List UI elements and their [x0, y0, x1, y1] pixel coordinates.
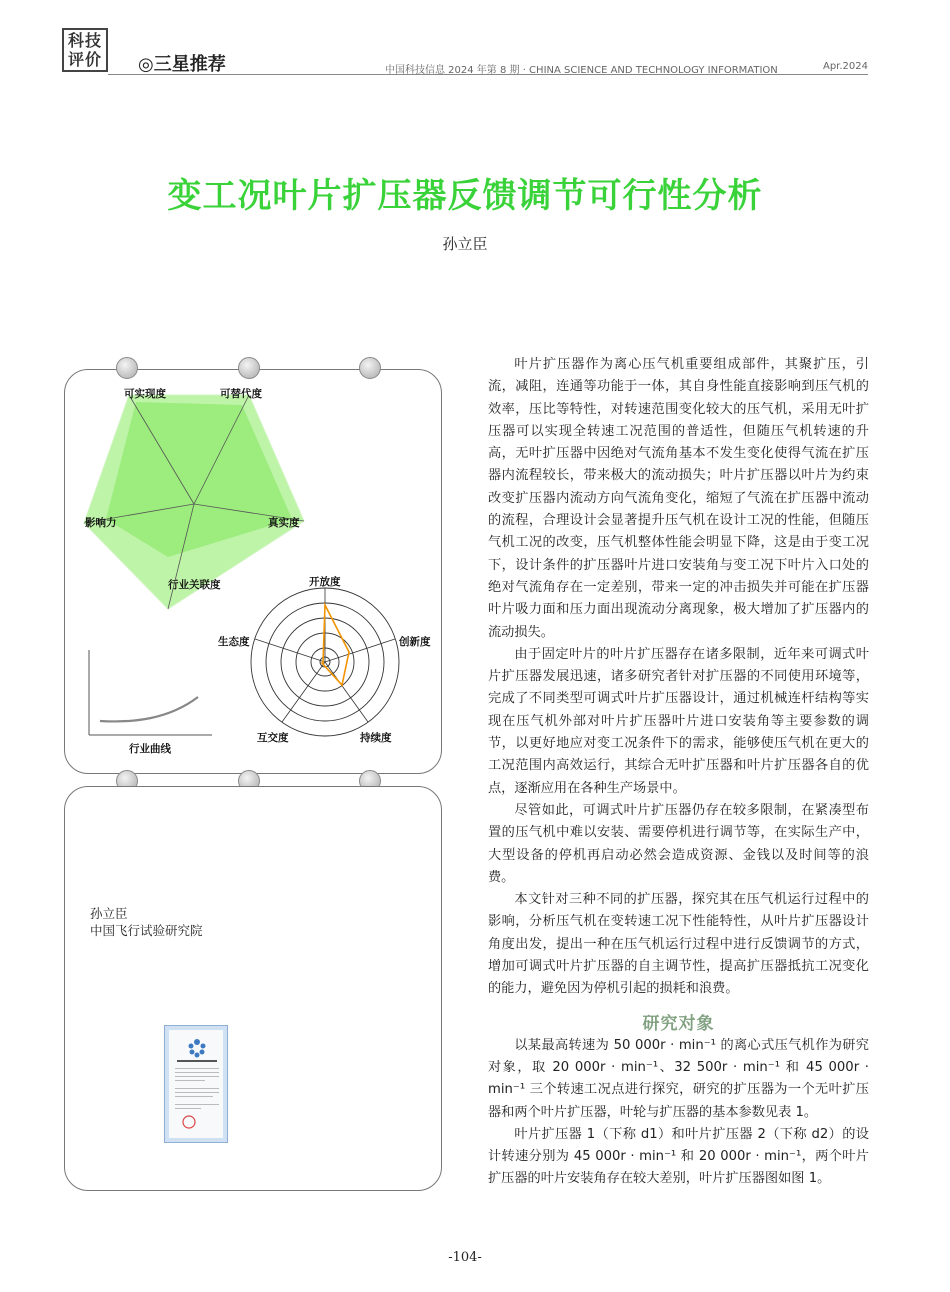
body-paragraph-3: 尽管如此，可调式叶片扩压器仍存在较多限制，在紧凑型布置的压气机中难以安装、需要停机进行调节等，在实际生产中，大型设备的停机再启动必然会造成资源、金钱以及时间等的浪费。	[488, 802, 869, 885]
certificate-emblem-icon	[189, 1039, 206, 1058]
radar-label-innovation: 创新度	[399, 636, 431, 648]
evaluation-charts	[64, 369, 442, 774]
certificate-seal-icon	[183, 1116, 195, 1128]
body-paragraph-2: 由于固定叶片的叶片扩压器存在诸多限制，近年来可调式叶片扩压器发展迅速，诸多研究者针对扩压器的不同使用环境等，完成了不同类型可调式叶片扩压器设计，通过机械连杆结构等实现在压气机外部对叶片扩压器叶片进口安装角等主要参数的调节，以更好地应对变工况条件下的需求，能够使压气机在更大的工况范围内高效运行，其综合无叶扩压器和叶片扩压器各自的优点，逐渐应用在各种生产场景中。	[488, 646, 869, 796]
page-number: -104-	[448, 1250, 482, 1265]
industry-curve-line	[100, 697, 198, 721]
industry-curve-chart	[89, 650, 212, 755]
section-heading: 研究对象	[642, 1013, 715, 1034]
radar-label-ecology: 生态度	[218, 636, 250, 648]
pentagon-label-influence: 影响力	[85, 517, 117, 529]
radar-label-sustainability: 持续度	[360, 732, 392, 744]
article-author: 孙立臣	[442, 235, 488, 253]
pentagon-label-substitutability: 可替代度	[220, 388, 262, 400]
pentagon-label-industry-relevance: 行业关联度	[168, 579, 221, 591]
section-paragraph-2: 叶片扩压器 1（下称 d1）和叶片扩压器 2（下称 d2）的设计转速分别为 45 000r · min⁻¹ 和 20 000r · min⁻¹，两个叶片扩压器的叶片安装角存在较大差别，叶片扩压器图如图 1。	[488, 1126, 869, 1187]
journal-logo	[62, 28, 108, 72]
curve-label: 行业曲线	[129, 743, 171, 755]
header-divider	[108, 74, 868, 75]
body-paragraph-1: 叶片扩压器作为离心压气机重要组成部件，其聚扩压，引流，减阻，连通等功能于一体，其自身性能直接影响到压气机的效率，压比等特性，对转速范围变化较大的压气机，采用无叶扩压器可以实现全转速工况范围的普适性，但随压气机转速的升高，无叶扩压器中因绝对气流角基本不发生变化使得气流在扩压器内流程较长，带来极大的流动损失；叶片扩压器以叶片为约束改变扩压器内流动方向气流角变化，缩短了气流在扩压器中流动的流程，合理设计会显著提升压气机在设计工况的性能，但随压气机工况的改变，压气机整体性能会明显下降，这是由于变工况下，设计条件的扩压器叶片进口安装角与变工况下叶片入口处的绝对气流角存在一定差别，带来一定的冲击损失并可能在扩压器叶片吸力面和压力面出现流动分离现象，极大增加了扩压器内的流动损失。	[488, 357, 869, 640]
author-panel	[64, 786, 442, 1191]
logo-line-2: 评价	[67, 50, 102, 69]
section-paragraph-1: 以某最高转速为 50 000r · min⁻¹ 的离心式压气机作为研究对象，取 20 000r · min⁻¹、32 500r · min⁻¹ 和 45 000r · min⁻¹ 三个转速工况点进行探究，研究的扩压器为一个无叶扩压器和两个叶片扩压器，叶轮与扩压器的基本参数见表 1。	[488, 1037, 869, 1120]
pentagon-label-feasibility: 可实现度	[124, 388, 166, 400]
certificate-drawing	[169, 1030, 225, 1140]
body-paragraph-4: 本文针对三种不同的扩压器，探究其在压气机运行过程中的影响，分析压气机在变转速工况下性能特性，从叶片扩压器设计角度出发，提出一种在压气机运行过程中进行反馈调节的方式，增加可调式叶片扩压器的自主调节性，提高扩压器抵抗工况变化的能力，避免因为停机引起的损耗和浪费。	[488, 892, 869, 997]
radar-series	[322, 605, 349, 685]
radar-label-interaction: 互交度	[257, 732, 289, 744]
journal-info: 中国科技信息 2024 年第 8 期 · CHINA SCIENCE AND TECHNOLOGY INFORMATION	[385, 65, 778, 76]
affiliation-name: 孙立臣	[90, 906, 128, 921]
issue-date: Apr.2024	[822, 61, 868, 72]
article-title: 变工况叶片扩压器反馈调节可行性分析	[167, 176, 763, 216]
affiliation-org: 中国飞行试验研究院	[90, 923, 203, 938]
pentagon-label-authenticity: 真实度	[268, 517, 300, 529]
section-tag: ◎三星推荐	[138, 54, 226, 75]
logo-line-1: 科技	[67, 31, 102, 50]
certificate-image	[164, 1025, 228, 1143]
author-affiliation	[90, 905, 203, 939]
radar-label-openness: 开放度	[309, 576, 341, 588]
article-body	[488, 354, 869, 1191]
